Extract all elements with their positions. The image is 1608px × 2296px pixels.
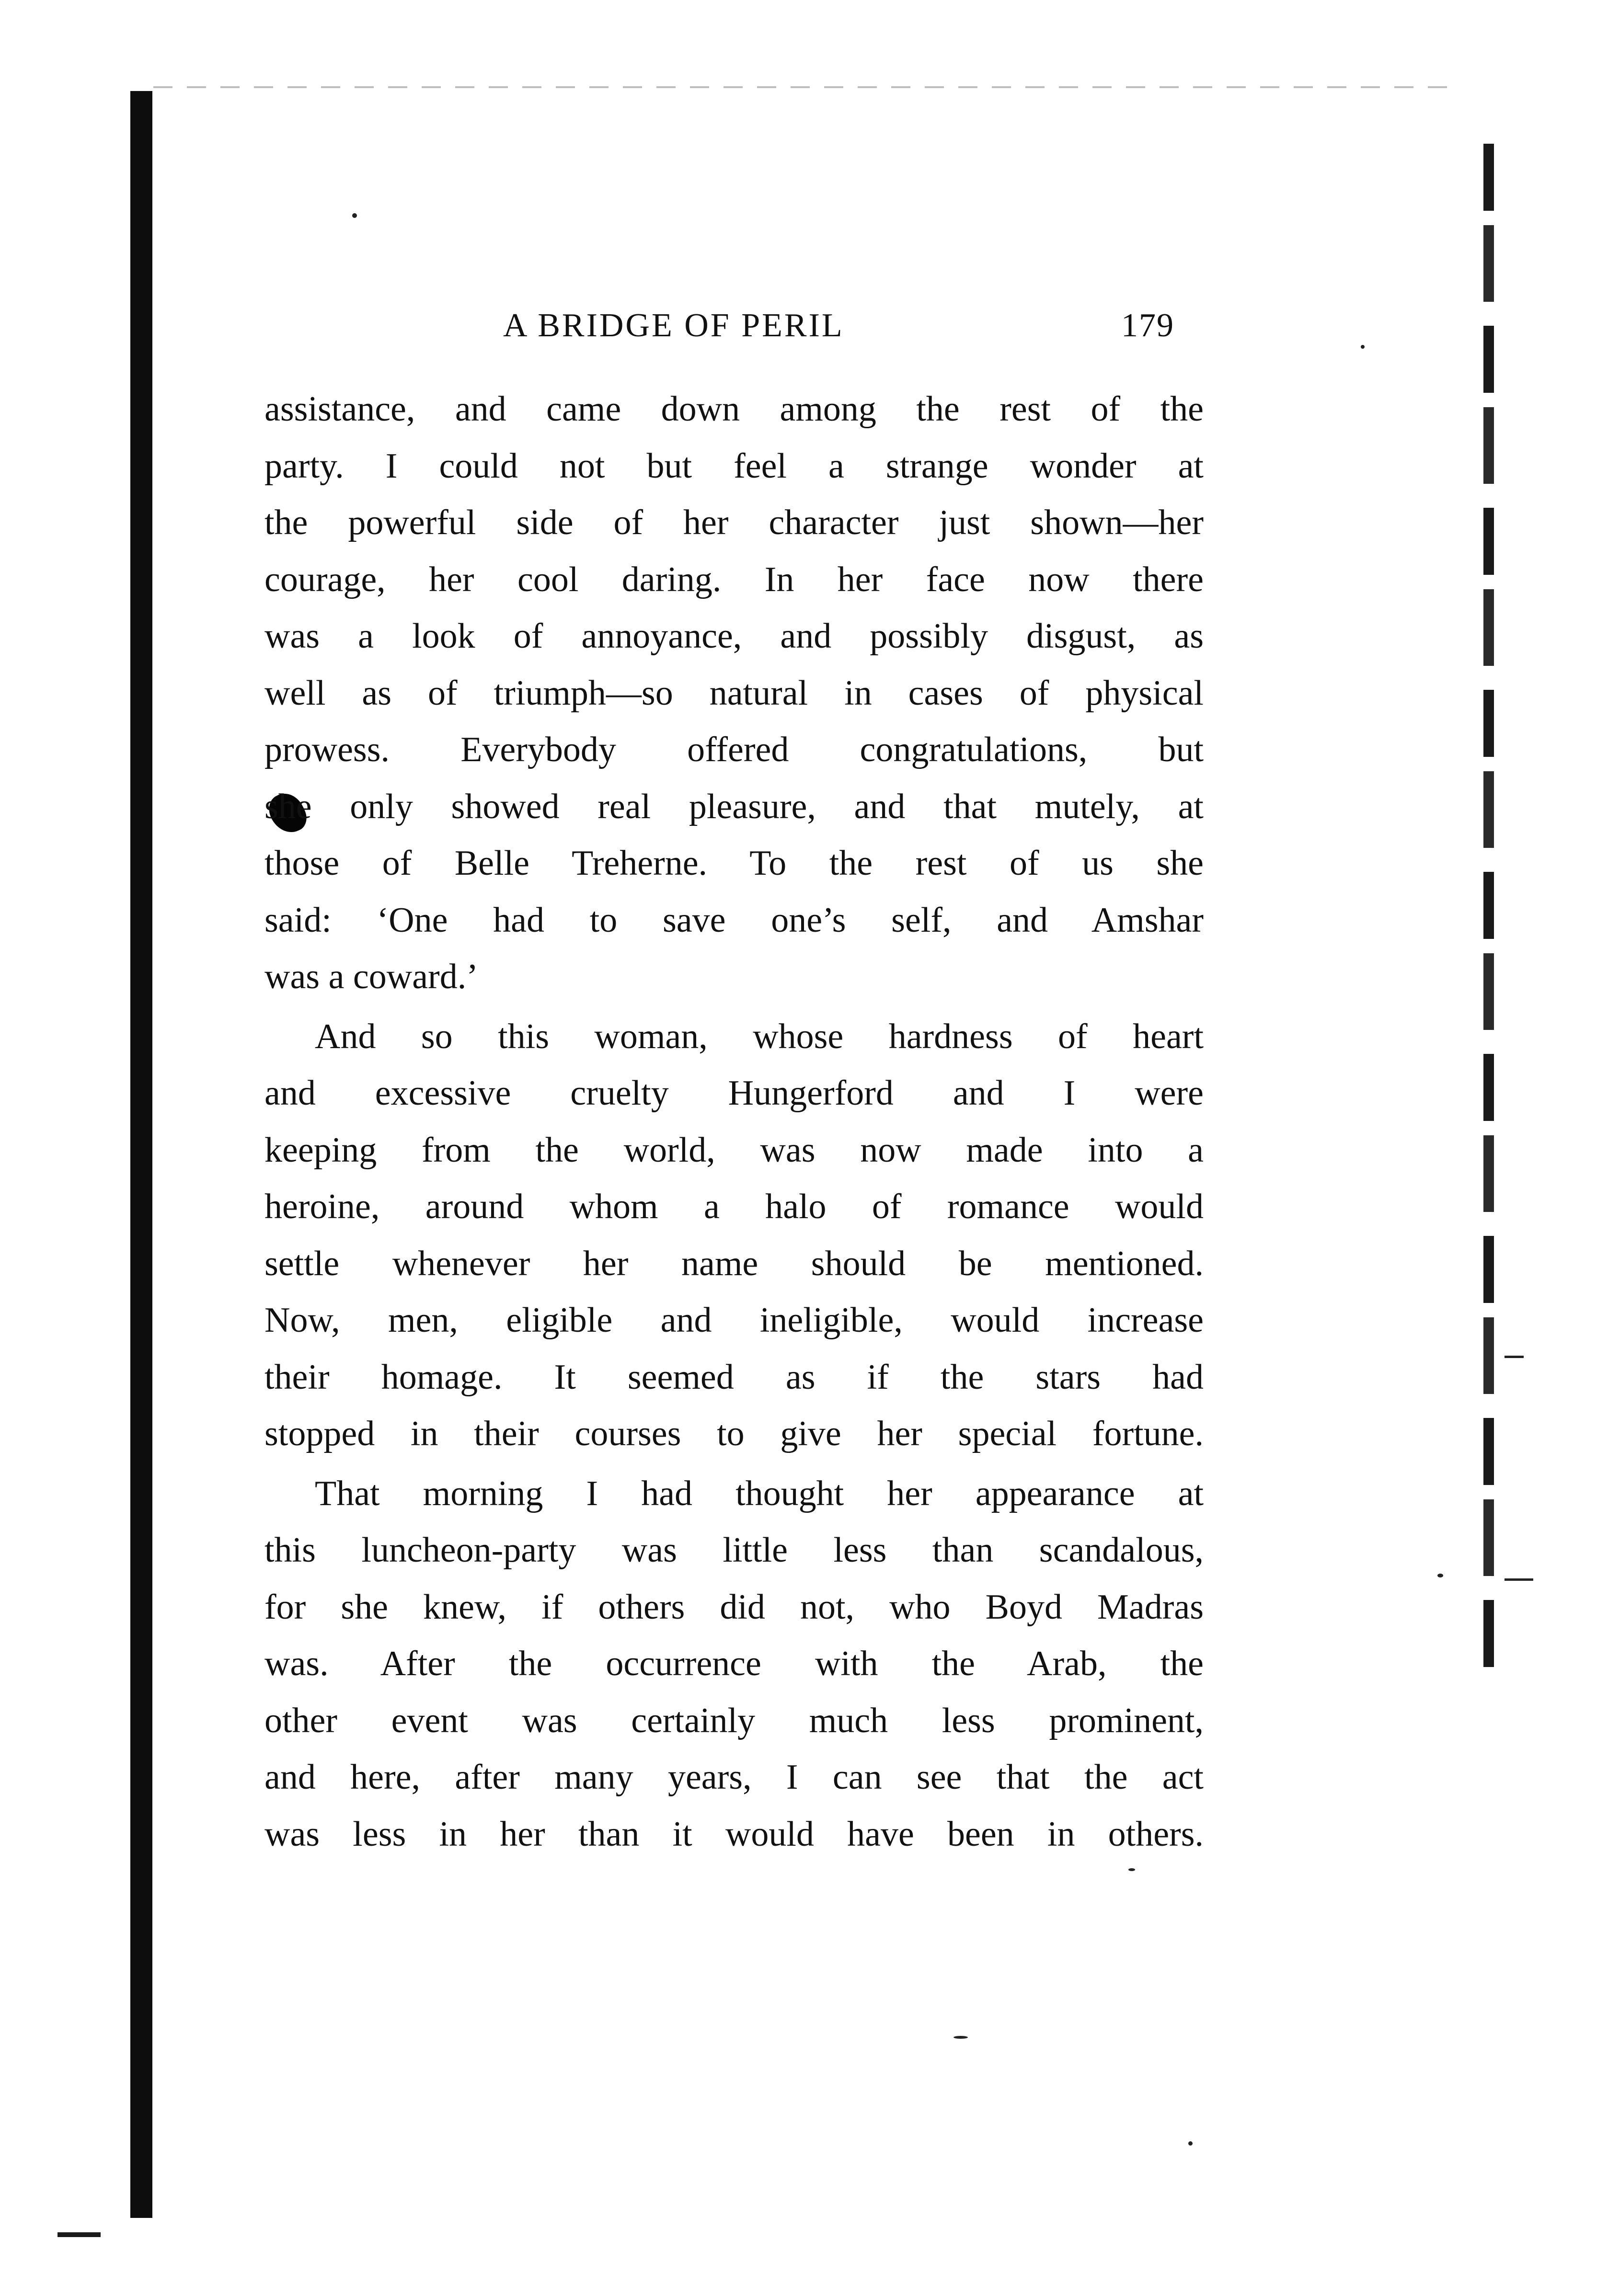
text-line: and here, after many years, I can see that the act (264, 1758, 1204, 1797)
text-line: courage, her cool daring. In her face now there (264, 560, 1204, 599)
scan-speck (1437, 1574, 1443, 1577)
text-line: was a coward.’ (264, 957, 478, 996)
text-line: prowess. Everybody offered congratulations, but (264, 730, 1204, 769)
text-line: keeping from the world, was now made into a (264, 1130, 1204, 1170)
scan-right-edge (1483, 144, 1494, 1677)
text-line: That morning I had thought her appearance at (315, 1474, 1204, 1513)
text-line: those of Belle Treherne. To the rest of us she (264, 844, 1204, 883)
text-line: this luncheon-party was little less than scandalous, (264, 1531, 1204, 1570)
text-line: and excessive cruelty Hungerford and I were (264, 1074, 1204, 1113)
text-line: was. After the occurrence with the Arab, the (264, 1644, 1204, 1683)
text-line: was less in her than it would have been in others. (264, 1814, 1204, 1854)
text-line: And so this woman, whose hardness of heart (315, 1017, 1204, 1056)
text-line: well as of triumph—so natural in cases of physical (264, 673, 1204, 713)
text-line: settle whenever her name should be mentioned. (264, 1244, 1204, 1283)
text-line: party. I could not but feel a strange wonder at (264, 446, 1204, 486)
scan-top-edge (153, 86, 1447, 88)
text-line: was a look of annoyance, and possibly disgust, as (264, 617, 1204, 656)
text-line: heroine, around whom a halo of romance would (264, 1187, 1204, 1226)
text-line: said: ‘One had to save one’s self, and Amshar (264, 900, 1204, 940)
scan-speck (1128, 1868, 1135, 1871)
body-text (264, 381, 1204, 1862)
text-line: other event was certainly much less prominent, (264, 1701, 1204, 1740)
text-line: Now, men, eligible and ineligible, would increase (264, 1301, 1204, 1340)
scan-edge-mark (57, 2232, 101, 2237)
running-head-title: A BRIDGE OF PERIL (503, 307, 844, 344)
running-head (503, 307, 1174, 354)
scan-speck (1188, 2141, 1193, 2146)
text-line: the powerful side of her character just shown—her (264, 503, 1204, 542)
scan-speck (1505, 1578, 1533, 1581)
text-line: for she knew, if others did not, who Boyd Madras (264, 1587, 1204, 1627)
scan-speck (1361, 345, 1365, 349)
text-line: stopped in their courses to give her special fortune. (264, 1414, 1204, 1453)
text-line: she only showed real pleasure, and that mutely, at (264, 787, 1204, 826)
text-line: their homage. It seemed as if the stars had (264, 1357, 1204, 1397)
scan-speck (352, 213, 357, 218)
page-number: 179 (1121, 307, 1174, 344)
text-line: assistance, and came down among the rest of the (264, 389, 1204, 429)
scan-speck (1505, 1356, 1524, 1358)
scan-binding-shadow (130, 91, 152, 2218)
scan-speck (953, 2036, 968, 2039)
